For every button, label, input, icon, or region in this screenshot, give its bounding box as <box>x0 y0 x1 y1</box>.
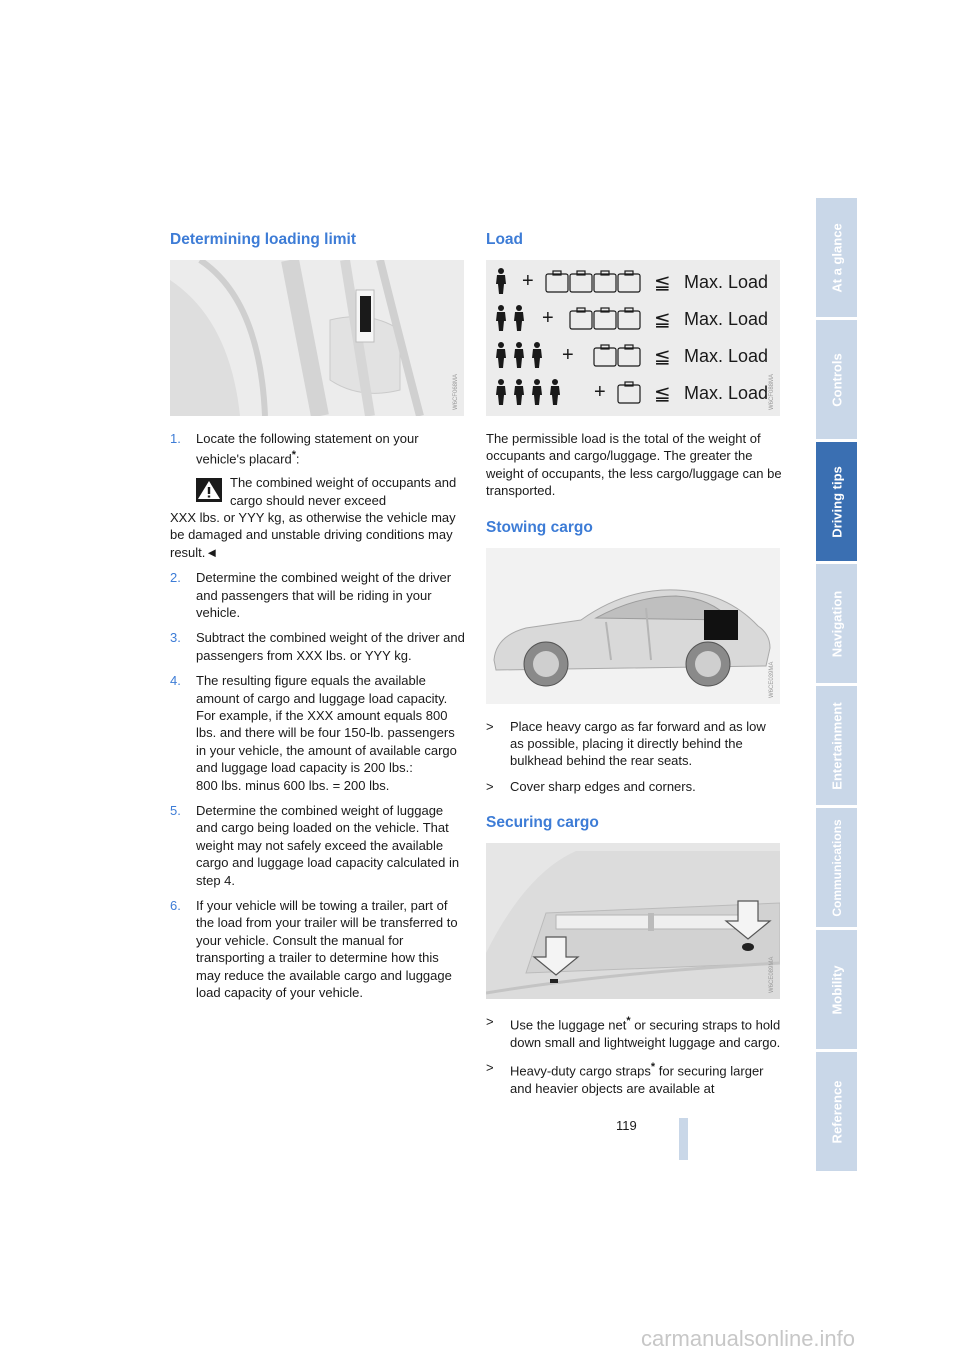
tab-mobility[interactable] <box>816 930 857 1052</box>
asterisk-mark: * <box>291 449 296 462</box>
stowing-list <box>486 718 782 796</box>
bullet-marker: > <box>486 1014 494 1030</box>
door-pillar-illustration <box>170 260 464 416</box>
page-number: 119 <box>616 1118 637 1133</box>
step-suffix: : <box>295 451 300 467</box>
tab-reference[interactable] <box>816 1052 857 1174</box>
step-item <box>170 430 466 561</box>
asterisk-mark: * <box>626 1015 631 1028</box>
step-text: Determine the combined weight of the driver and passengers that will be riding in your vehicle. <box>196 570 452 620</box>
tab-controls[interactable] <box>816 320 857 442</box>
step-text: If your vehicle will be towing a trailer, part of the load from your trailer will be transferred to your vehicle. Consult the manual for transporting a trailer to determine how this may reduce the available cargo and luggage load capacity of your vehicle. <box>196 898 458 1001</box>
loading-steps-list <box>170 430 466 1002</box>
tab-label: Driving tips <box>829 465 844 538</box>
max-load-label: Max. Load <box>684 309 769 329</box>
list-item <box>486 718 782 770</box>
tab-navigation[interactable] <box>816 564 857 686</box>
list-text: for securing larger and heavier objects are available at <box>510 1063 764 1097</box>
asterisk-mark: * <box>650 1061 656 1074</box>
figure-code: W6CE039MA <box>769 661 775 698</box>
step-text: Determine the combined weight of luggage and cargo being loaded on the vehicle. That weight may not safely exceed the available cargo and luggage load capacity calculated in step 4. <box>196 803 460 888</box>
step-item <box>170 569 466 621</box>
heading-stowing-cargo: Stowing cargo <box>486 518 593 536</box>
leq-sign: ≦ <box>654 346 671 368</box>
left-column <box>170 230 466 1010</box>
list-item <box>486 1013 782 1051</box>
trunk-illustration <box>486 843 780 999</box>
step-number: 1. <box>170 431 181 446</box>
step-item <box>170 897 466 1001</box>
tab-label: At a glance <box>829 222 844 293</box>
heading-securing-cargo: Securing cargo <box>486 814 599 832</box>
step-item <box>170 629 466 664</box>
max-load-label: Max. Load <box>684 272 769 292</box>
step-text: The resulting figure equals the available amount of cargo and luggage load capacity. For example, if the XXX amount equals 800 lbs. and there will be four 150-lb. passengers in your vehicle, the amount of available cargo and luggage load capacity is 200 lbs.: <box>196 673 457 776</box>
list-text: Use the luggage net <box>510 1017 627 1033</box>
list-text: Heavy-duty cargo straps <box>510 1063 651 1079</box>
figure-code: W6CF068MA <box>453 373 459 410</box>
end-mark: ◄ <box>205 544 219 560</box>
heading-loading-limit: Determining loading limit <box>170 231 357 248</box>
stowing-cargo-image <box>486 548 780 704</box>
warning-note <box>170 474 466 561</box>
bullet-marker: > <box>486 1060 494 1076</box>
figure-code: W6CF088MA <box>769 373 775 410</box>
heading-load: Load <box>486 231 524 248</box>
step-text: Locate the following statement on your vehicle's placard <box>196 431 419 467</box>
chapter-tabs <box>816 198 857 1174</box>
step-number: 4. <box>170 673 181 689</box>
plus-sign: + <box>594 381 606 403</box>
tab-driving-tips[interactable] <box>816 442 857 564</box>
tab-communications[interactable] <box>816 808 857 930</box>
list-text: Cover sharp edges and corners. <box>510 778 696 794</box>
tab-label: Reference <box>829 1080 844 1143</box>
plus-sign: + <box>562 344 574 366</box>
max-load-label: Max. Load <box>684 383 769 403</box>
warning-triangle-icon <box>196 478 222 502</box>
list-item <box>486 1059 782 1097</box>
step-formula: 800 lbs. minus 600 lbs. = 200 lbs. <box>196 777 390 793</box>
list-item <box>486 778 782 795</box>
bullet-marker: > <box>486 718 494 734</box>
watermark: carmanualsonline.info <box>641 1326 856 1351</box>
securing-cargo-image <box>486 843 780 999</box>
bullet-marker: > <box>486 778 494 794</box>
placard-location-image <box>170 260 464 416</box>
step-item <box>170 672 466 794</box>
load-description: The permissible load is the total of the weight of occupants and cargo/luggage. The greater the weight of occupants, the less cargo/luggage can be transported. <box>486 431 782 499</box>
figure-code: W6CE089MA <box>769 956 775 994</box>
step-number: 2. <box>170 570 181 586</box>
leq-sign: ≦ <box>654 383 671 405</box>
tab-label: Navigation <box>829 590 844 657</box>
leq-sign: ≦ <box>654 309 671 331</box>
step-number: 6. <box>170 898 181 914</box>
tab-label: Entertainment <box>829 701 844 790</box>
leq-sign: ≦ <box>654 272 671 294</box>
warning-text-first: The combined weight of occupants and cargo should never exceed <box>230 475 457 508</box>
load-diagram <box>486 260 780 416</box>
step-number: 3. <box>170 630 181 646</box>
tab-label: Communications <box>829 818 844 917</box>
securing-list <box>486 1013 782 1097</box>
page-marker-bar <box>679 1118 688 1160</box>
step-number: 5. <box>170 803 181 819</box>
plus-sign: + <box>522 270 534 292</box>
step-item <box>170 802 466 889</box>
warning-text-rest: XXX lbs. or YYY kg, as otherwise the vehicle may be damaged and unstable driving conditions may result. <box>170 509 456 560</box>
list-text: Place heavy cargo as far forward and as low as possible, placing it directly behind the bulkhead behind the rear seats. <box>510 718 766 769</box>
plus-sign: + <box>542 307 554 329</box>
tab-at-a-glance[interactable] <box>816 198 857 320</box>
step-text: Subtract the combined weight of the driver and passengers from XXX lbs. or YYY kg. <box>196 630 465 663</box>
car-side-illustration <box>486 548 780 704</box>
tab-label: Controls <box>829 352 844 407</box>
max-load-label: Max. Load <box>684 346 769 366</box>
tab-label: Mobility <box>829 964 844 1015</box>
tab-entertainment[interactable] <box>816 686 857 808</box>
right-column <box>486 230 782 1106</box>
list-text: or securing straps to hold down small and lightweight luggage and cargo. <box>510 1017 781 1050</box>
